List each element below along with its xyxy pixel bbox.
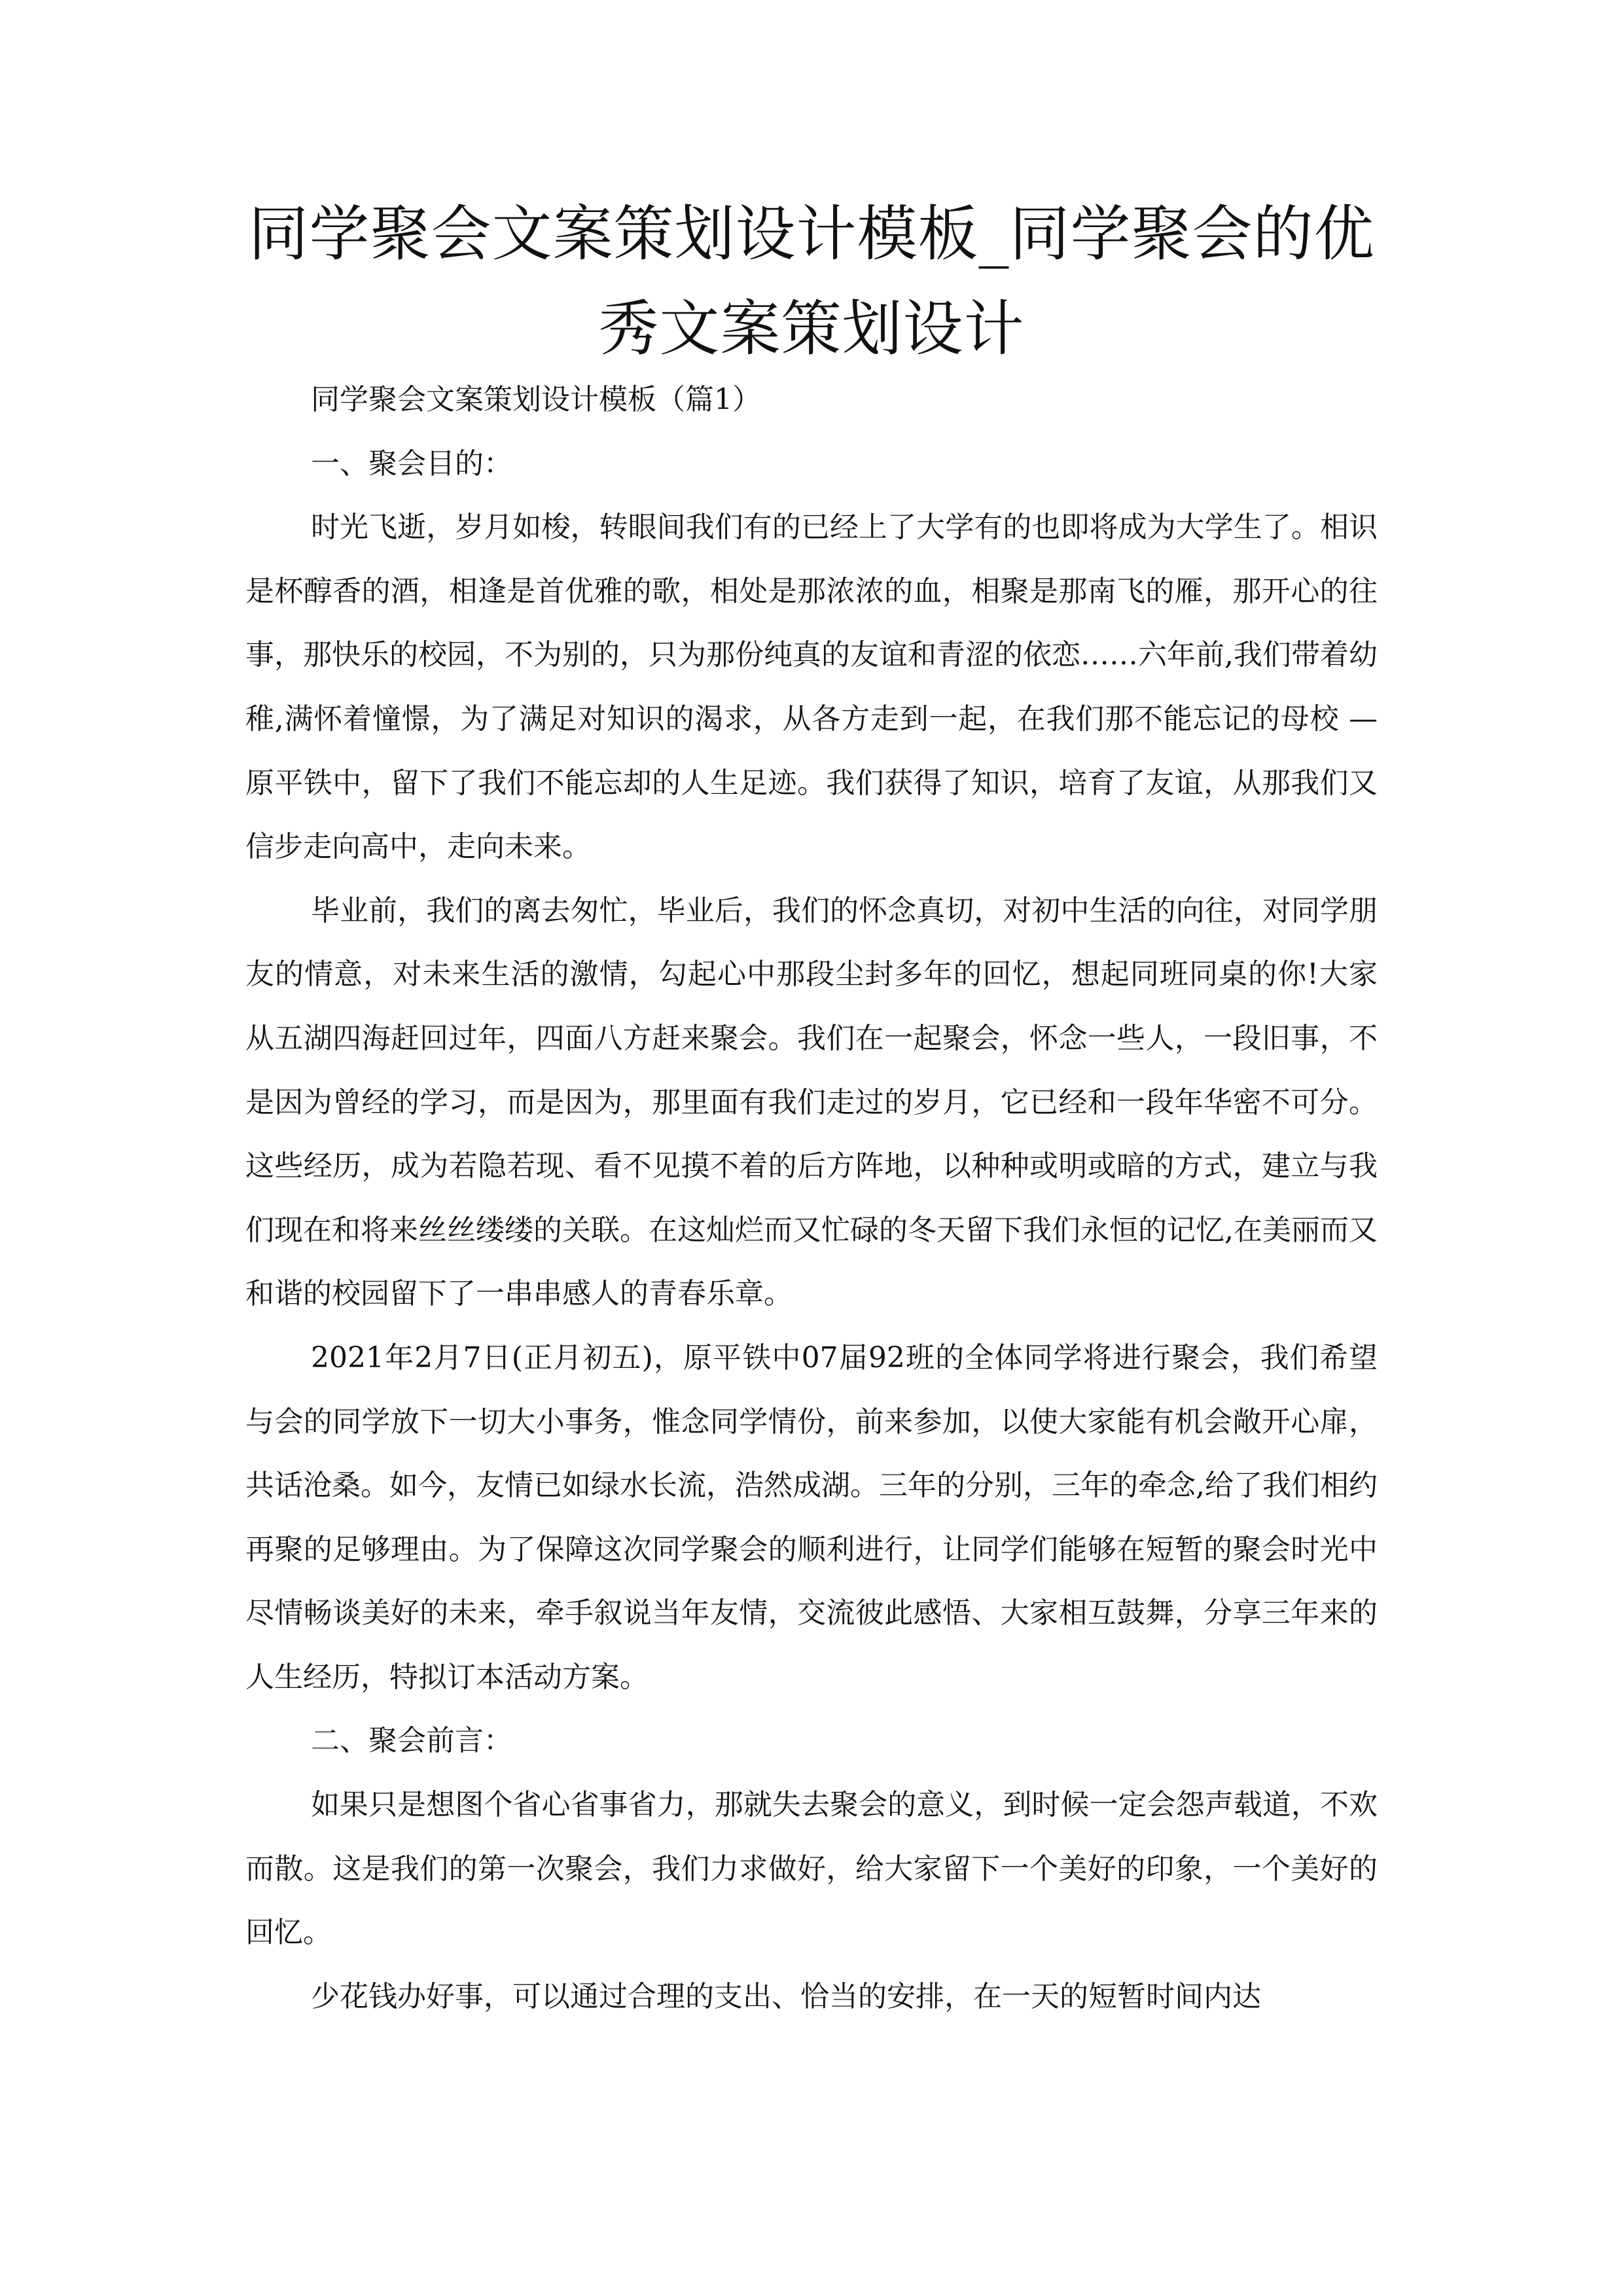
paragraph: 如果只是想图个省心省事省力，那就失去聚会的意义，到时候一定会怨声载道，不欢而散。这是我们的第一次聚会，我们力求做好，给大家留下一个美好的印象，一个美好的回忆。 xyxy=(245,1788,1378,1950)
section-heading: 一、聚会目的： xyxy=(311,446,512,480)
paragraph: 2021年2月7日(正月初五)，原平铁中07届92班的全体同学将进行聚会，我们希望与会的同学放下一切大小事务，惟念同学情份，前来参加，以使大家能有机会敞开心扉，共话沧桑。如今，友情已如绿水长流，浩然成湖。三年的分别，三年的牵念,给了我们相约再聚的足够理由。为了保障这次同学聚会的顺利进行，让同学们能够在短暂的聚会时光中尽情畅谈美好的未来，牵手叙说当年友情，交流彼此感悟、大家相互鼓舞，分享三年来的人生经历，特拟订本活动方案。 xyxy=(245,1340,1378,1694)
section-heading: 二、聚会前言： xyxy=(311,1724,512,1758)
paragraph: 时光飞逝，岁月如梭，转眼间我们有的已经上了大学有的也即将成为大学生了。相识是杯醇香的酒，相逢是首优雅的歌，相处是那浓浓的血，相聚是那南飞的雁，那开心的往事，那快乐的校园，不为别的，只为那份纯真的友谊和青涩的依恋……六年前,我们带着幼稚,满怀着憧憬，为了满足对知识的渴求，从各方走到一起，在我们那不能忘记的母校 — 原平铁中，留下了我们不能忘却的人生足迹。我们获得了知识，培育了友谊，从那我们又信步走向高中，走向未来。 xyxy=(245,511,1378,864)
paragraph: 少花钱办好事，可以通过合理的支出、恰当的安排，在一天的短暂时间内达 xyxy=(311,1979,1261,2013)
section-heading: 同学聚会文案策划设计模板（篇1） xyxy=(311,383,761,416)
paragraph: 毕业前，我们的离去匆忙，毕业后，我们的怀念真切，对初中生活的向往，对同学朋友的情意，对未来生活的激情，勾起心中那段尘封多年的回忆，想起同班同桌的你!大家从五湖四海赶回过年，四面八方赶来聚会。我们在一起聚会，怀念一些人，一段旧事，不是因为曾经的学习，而是因为，那里面有我们走过的岁月，它已经和一段年华密不可分。这些经历，成为若隐若现、看不见摸不着的后方阵地，以种种或明或暗的方式，建立与我们现在和将来丝丝缕缕的关联。在这灿烂而又忙碌的冬天留下我们永恒的记忆,在美丽而又和谐的校园留下了一串串感人的青春乐章。 xyxy=(245,893,1378,1311)
document-body xyxy=(245,368,1378,2028)
document-title: 同学聚会文案策划设计模板_同学聚会的优秀文案策划设计 xyxy=(248,199,1375,364)
